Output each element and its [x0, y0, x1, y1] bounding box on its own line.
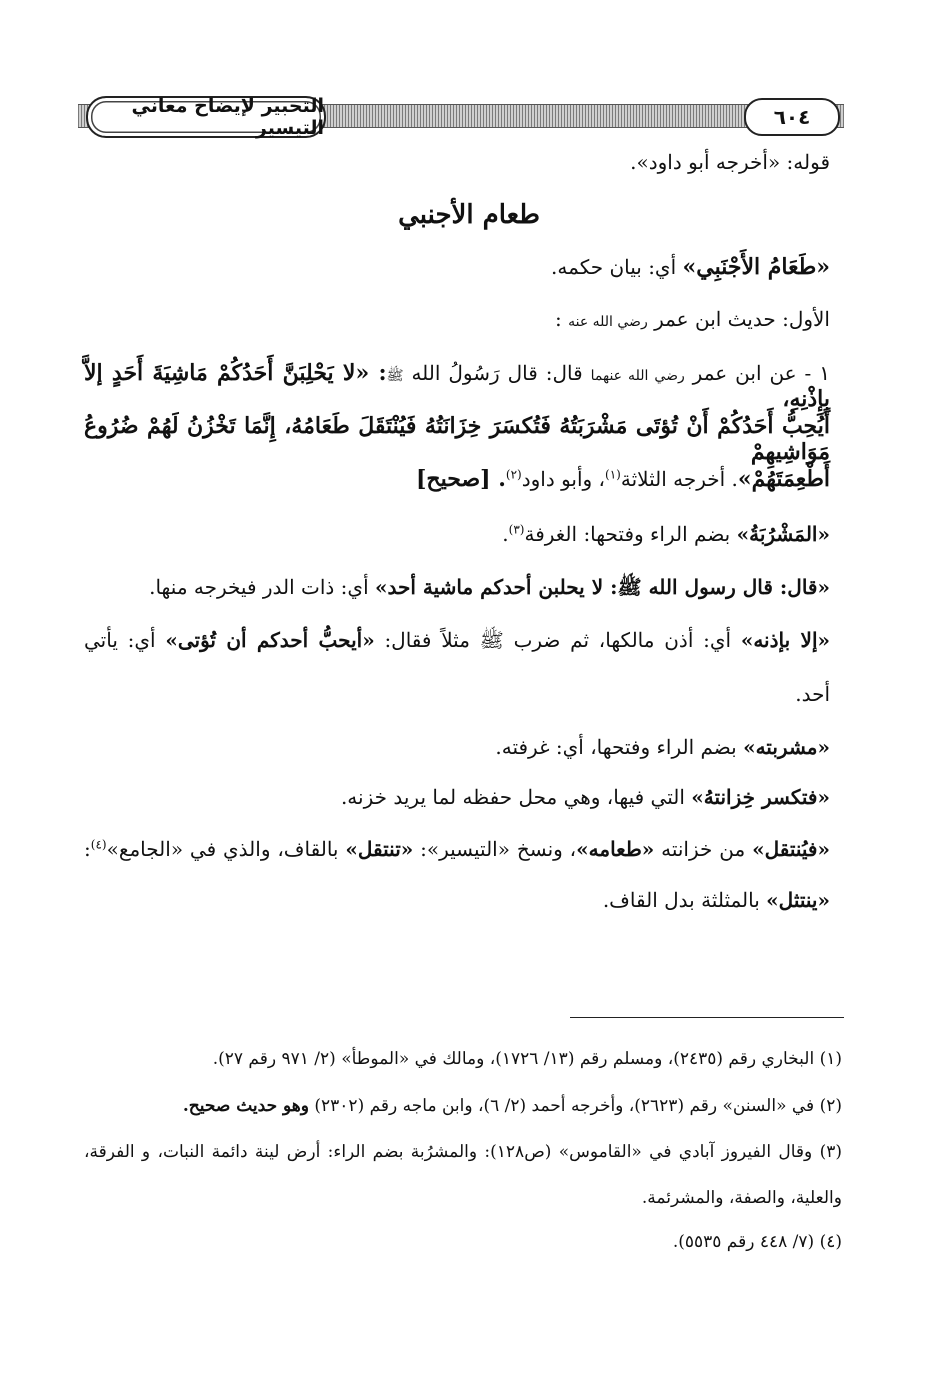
- takhrij: . أخرجه الثلاثة: [620, 467, 738, 491]
- term-2: «أيحبُّ أحدكم أن تُؤتى»: [165, 628, 375, 652]
- hadith-number: ١ - عن ابن عمر: [692, 361, 831, 385]
- explanation-5: [341, 785, 830, 809]
- honorific: رضي الله عنهما: [590, 368, 685, 384]
- hadith-line-2: أَيُحِبُّ أَحَدُكُمْ أَنْ تُؤتَى مَشْرَبَتُهُ فَتُكسَرَ خِزَانَتُهُ فَيُنْتَقَلَ طَعَامُهُ، إِنَّمَا تَخْزُنُ لَهُمْ ضُرُوعُ مَوَاشِيهِمْ: [84, 413, 830, 466]
- term: «فتكسر خِزانتهُ»: [691, 785, 830, 809]
- footnote-ref[interactable]: (٢): [505, 467, 522, 482]
- explanation-3-cont: أحد.: [795, 682, 830, 706]
- colon: :: [84, 837, 91, 861]
- page-number: ٦٠٤: [744, 98, 840, 136]
- footnote-2: [183, 1096, 842, 1116]
- explanation-2: [149, 575, 830, 599]
- definition-2: أي: يأتي: [84, 628, 166, 652]
- term-explanation: أي: بيان حكمه.: [551, 255, 683, 279]
- term: «فيُنتقل»: [752, 837, 830, 861]
- paragraph-1: [551, 254, 830, 280]
- definition: بضم الراء وفتحها، أي: غرفته.: [495, 735, 744, 759]
- term: «ينتثل»: [766, 888, 830, 912]
- term-quote: «طَعَامُ الأَجْنَبِي»: [682, 254, 830, 280]
- definition-3: بالقاف، والذي في «الجامع»: [106, 837, 346, 861]
- footnote-divider: [570, 1017, 844, 1018]
- hadith-line-3: [416, 466, 830, 492]
- definition: أي: أذن مالكها، ثم ضرب ﷺ مثلاً فقال:: [374, 628, 741, 652]
- hadith-text: : «لا يَحْلِبَنَّ أَحَدُكُمْ مَاشِيَةَ أَحَدٍ إلاَّ بِإِذْنِهِ،: [84, 360, 830, 413]
- colon: :: [555, 307, 562, 331]
- explanation-1: [502, 522, 830, 546]
- explanation-4: [495, 735, 830, 759]
- footnote-2-text: (٢) في «السنن» رقم (٢٦٢٣)، وأخرجه أحمد (٢/ ٦)، وابن ماجه رقم (٢٣٠٢): [308, 1096, 842, 1116]
- intro-text: قوله: «أخرجه أبو داود».: [630, 150, 830, 174]
- salutation: ﷺ: [386, 368, 404, 384]
- footnote-3-cont: والعلية، والصفة، والمشرئمة.: [641, 1188, 842, 1208]
- explanation-3: [84, 628, 830, 652]
- footnote-2-grade: وهو حديث صحيح.: [182, 1096, 309, 1116]
- footnote-3: (٣) وقال الفيروز آبادي في «القاموس» (ص١٢٨): والمشرُبة بضم الراء: أرض لينة دائمة النبات، و الفرقة،: [84, 1142, 842, 1162]
- paragraph-2: [555, 307, 830, 331]
- explanation-6: [84, 837, 830, 861]
- footnote-ref[interactable]: (١): [605, 467, 621, 482]
- hadith-grade: . [صحيح]: [416, 466, 506, 492]
- first-hadith-label: الأول: حديث ابن عمر: [654, 307, 830, 331]
- term: «إلا بإذنه»: [740, 628, 830, 652]
- definition: بضم الراء وفتحها: الغرفة: [524, 522, 737, 546]
- footnote-4: (٤) (٧/ ٤٤٨ رقم ٥٥٣٥).: [672, 1232, 842, 1252]
- term-2: «طعامه»: [576, 837, 655, 861]
- term-3: «تنتقل»: [345, 837, 414, 861]
- term: «المَشْرُبَةُ»: [736, 522, 830, 546]
- book-title: التحبير لإيضاح معاني التيسير: [86, 96, 326, 138]
- definition: التي فيها، وهي محل حفظه لما يريد خزنه.: [340, 785, 692, 809]
- footnote-ref[interactable]: (٣): [508, 522, 525, 537]
- definition: بالمثلثة بدل القاف.: [602, 888, 767, 912]
- takhrij-2: ، وأبو داود: [521, 467, 606, 491]
- term: «مشربته»: [743, 735, 830, 759]
- intro-line: [630, 150, 830, 174]
- hadith-line-1: [84, 360, 830, 413]
- hadith-text-end: أَطْعِمَتَهُمْ»: [737, 466, 830, 492]
- page-header: [78, 94, 844, 138]
- hadith-narration: قال: قال رَسُولُ الله: [411, 361, 591, 385]
- definition-2: ، ونسخ «التيسير»:: [413, 837, 577, 861]
- footnote-ref[interactable]: (٤): [90, 837, 107, 852]
- explanation-7: [603, 888, 830, 912]
- footnote-1: (١) البخاري رقم (٢٤٣٥)، ومسلم رقم (١٣/ ١٧٢٦)، ومالك في «الموطأ» (٢/ ٩٧١ رقم ٢٧).: [212, 1049, 842, 1069]
- definition: من خزانته: [654, 837, 753, 861]
- period: .: [502, 522, 509, 546]
- honorific: رضي الله عنه: [568, 314, 648, 330]
- term: «قال: قال رسول الله ﷺ: لا يحلبن أحدكم ماشية أحد»: [375, 575, 830, 599]
- definition: أي: ذات الدر فيخرجه منها.: [149, 575, 375, 599]
- section-heading: طعام الأجنبي: [398, 200, 540, 230]
